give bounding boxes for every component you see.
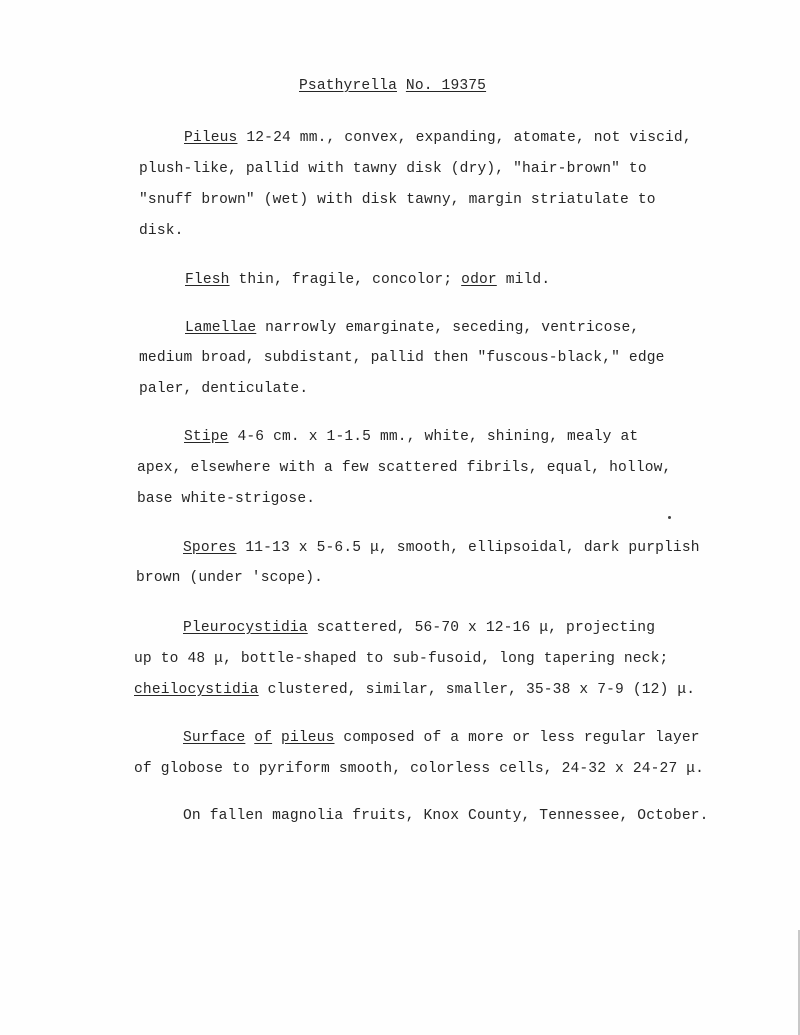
spores-line-1 [183, 538, 700, 558]
flesh-line [185, 270, 550, 290]
stipe-line-3: base white-strigose. [137, 491, 316, 507]
pileus-line-1 [184, 128, 692, 148]
odor-term: odor [461, 272, 497, 288]
cystidia-text-1: scattered, 56-70 x 12-16 μ, projecting [307, 620, 656, 636]
cystidia-line-2: up to 48 μ, bottle-shaped to sub-fusoid, long tapering neck; [134, 651, 669, 667]
lamellae-line-1 [185, 318, 639, 338]
surface-text-1: composed of a more or less regular layer [334, 730, 700, 746]
stipe-term: Stipe [184, 429, 229, 445]
cystidia-line-3 [134, 680, 695, 700]
flesh-term: Flesh [185, 272, 230, 288]
lamellae-line-2: medium broad, subdistant, pallid then "fuscous-black," edge [139, 350, 665, 366]
cystidia-line-1 [183, 618, 655, 638]
lamellae-term: Lamellae [185, 320, 257, 336]
flesh-text-a: thin, fragile, concolor; [229, 272, 462, 288]
surface-term-a: Surface [183, 730, 246, 746]
surface-line-2: of globose to pyriform smooth, colorless cells, 24-32 x 24-27 μ. [134, 761, 705, 777]
habitat-line: On fallen magnolia fruits, Knox County, Tennessee, October. [183, 808, 709, 824]
lamellae-text-1: narrowly emarginate, seceding, ventricose, [256, 320, 640, 336]
lamellae-line-3: paler, denticulate. [139, 381, 309, 397]
title-number: No. 19375 [405, 78, 487, 94]
flesh-text-b: mild. [496, 272, 551, 288]
spores-line-2: brown (under 'scope). [136, 570, 324, 586]
surface-term-c: pileus [281, 730, 335, 746]
pileus-line-3: "snuff brown" (wet) with disk tawny, margin striatulate to [139, 192, 656, 208]
spores-text-1: 11-13 x 5-6.5 μ, smooth, ellipsoidal, dark purplish [236, 540, 700, 556]
pileus-line-2: plush-like, pallid with tawny disk (dry), "hair-brown" to [139, 161, 647, 177]
stipe-line-1 [184, 427, 638, 447]
spores-term: Spores [183, 540, 237, 556]
surface-term-b: of [254, 730, 273, 746]
pileus-line-4: disk. [139, 223, 184, 239]
cystidia-text-3: clustered, similar, smaller, 35-38 x 7-9 (12) μ. [258, 682, 696, 698]
page-title [299, 78, 486, 94]
scan-speck [668, 516, 671, 519]
pileus-text-1: 12-24 mm., convex, expanding, atomate, not viscid, [237, 130, 692, 146]
cheilocystidia-term: cheilocystidia [134, 682, 259, 698]
surface-line-1 [183, 728, 700, 748]
title-genus: Psathyrella [299, 78, 397, 94]
stipe-line-2: apex, elsewhere with a few scattered fibrils, equal, hollow, [137, 460, 672, 476]
pleurocystidia-term: Pleurocystidia [183, 620, 308, 636]
pileus-term: Pileus [184, 130, 238, 146]
stipe-text-1: 4-6 cm. x 1-1.5 mm., white, shining, mealy at [228, 429, 639, 445]
